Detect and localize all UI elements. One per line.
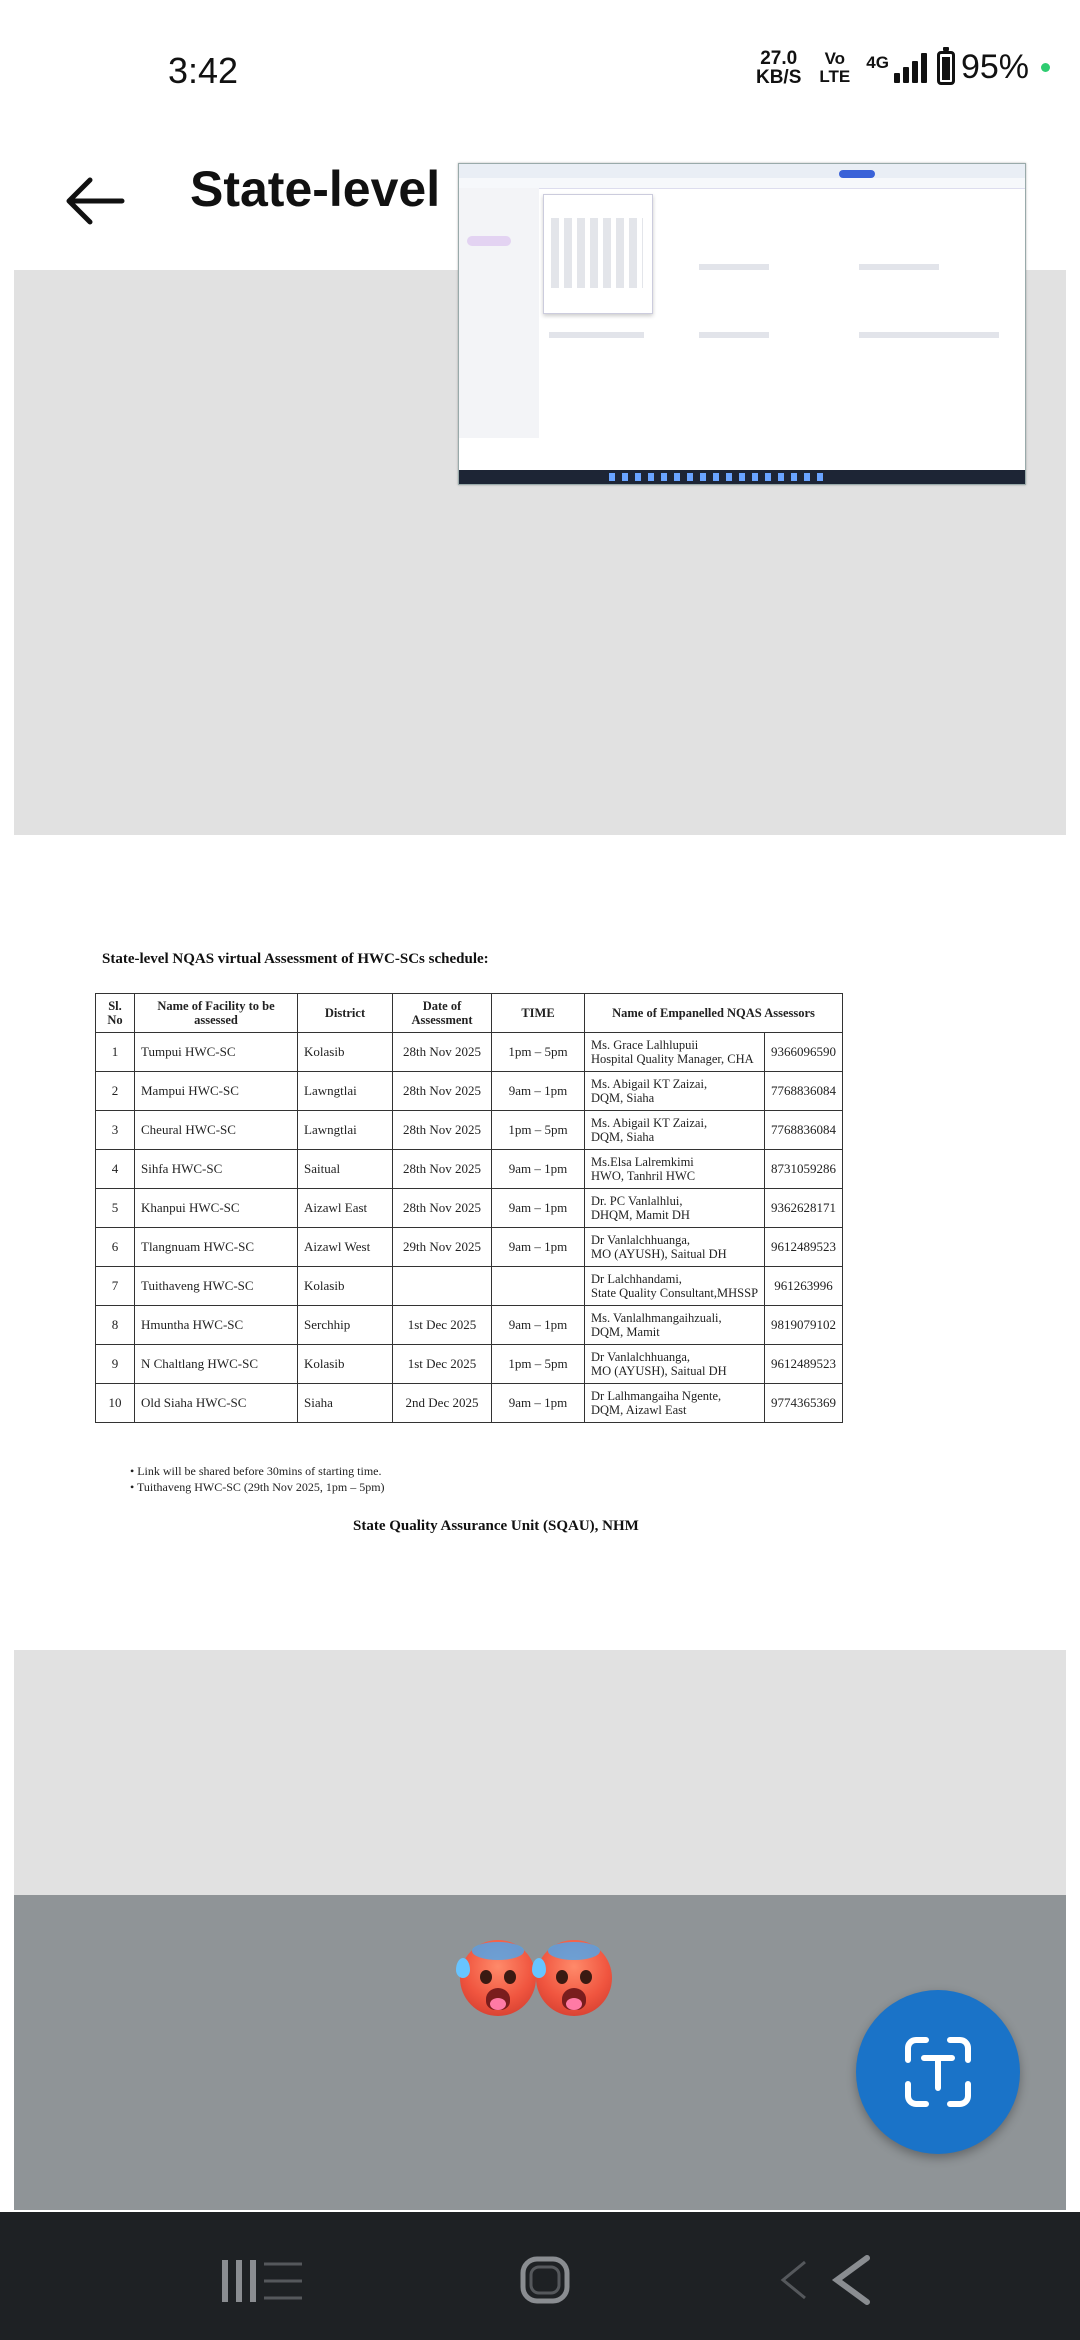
cell-assessor: Ms.Elsa Lalremkimi HWO, Tanhril HWC: [585, 1150, 765, 1189]
cell-district: Aizawl East: [298, 1189, 393, 1228]
hot-face-emoji: [536, 1940, 612, 2016]
table-row: [96, 1111, 843, 1150]
schedule-table: [95, 993, 843, 1423]
privacy-indicator-icon: [1041, 63, 1050, 72]
table-row: [96, 1384, 843, 1423]
column-header: Name of Facility to be assessed: [135, 994, 298, 1033]
embedded-screenshot[interactable]: [458, 163, 1026, 485]
cell-phone: 9612489523: [765, 1228, 843, 1267]
status-icons: [756, 48, 1050, 87]
cell-phone: 7768836084: [765, 1072, 843, 1111]
cell-phone: 8731059286: [765, 1150, 843, 1189]
table-row: [96, 1345, 843, 1384]
note-item: • Link will be shared before 30mins of starting time.: [130, 1464, 382, 1478]
table-row: [96, 1150, 843, 1189]
table-row: [96, 1189, 843, 1228]
cell-phone: 961263996: [765, 1267, 843, 1306]
cell-time: 9am – 1pm: [492, 1384, 585, 1423]
cell-assessor: Dr Lalchhandami, State Quality Consultant,MHSSP: [585, 1267, 765, 1306]
cell-date: 28th Nov 2025: [393, 1150, 492, 1189]
table-row: [96, 1267, 843, 1306]
page-title: State-level: [190, 161, 441, 217]
cell-sl-no: 4: [96, 1150, 135, 1189]
cell-date: [393, 1267, 492, 1306]
text-scan-button[interactable]: [856, 1990, 1020, 2154]
hot-face-emoji: [460, 1940, 536, 2016]
cell-district: Siaha: [298, 1384, 393, 1423]
nav-back-icon[interactable]: [775, 2252, 875, 2308]
cell-date: 28th Nov 2025: [393, 1111, 492, 1150]
column-header: TIME: [492, 994, 585, 1033]
table-row: [96, 1306, 843, 1345]
cell-assessor: Dr Lalhmangaiha Ngente, DQM, Aizawl East: [585, 1384, 765, 1423]
cell-district: Kolasib: [298, 1345, 393, 1384]
cell-district: Kolasib: [298, 1033, 393, 1072]
cell-district: Kolasib: [298, 1267, 393, 1306]
status-bar: [0, 0, 1080, 140]
column-header: Date of Assessment: [393, 994, 492, 1033]
system-nav-bar: [0, 2212, 1080, 2340]
cell-date: 28th Nov 2025: [393, 1072, 492, 1111]
document-footer: State Quality Assurance Unit (SQAU), NHM: [353, 1518, 639, 1534]
cell-time: 1pm – 5pm: [492, 1111, 585, 1150]
column-header: District: [298, 994, 393, 1033]
cell-facility: Tlangnuam HWC-SC: [135, 1228, 298, 1267]
cell-time: 9am – 1pm: [492, 1072, 585, 1111]
cell-phone: 9366096590: [765, 1033, 843, 1072]
volte-icon: Vo LTE: [819, 48, 851, 86]
cell-time: [492, 1267, 585, 1306]
cell-date: 1st Dec 2025: [393, 1306, 492, 1345]
cell-district: Lawngtlai: [298, 1072, 393, 1111]
cell-facility: Old Siaha HWC-SC: [135, 1384, 298, 1423]
cell-sl-no: 3: [96, 1111, 135, 1150]
cell-assessor: Ms. Abigail KT Zaizai, DQM, Siaha: [585, 1111, 765, 1150]
cell-phone: 9612489523: [765, 1345, 843, 1384]
cell-date: 29th Nov 2025: [393, 1228, 492, 1267]
battery-icon: [937, 51, 955, 85]
cell-assessor: Dr Vanlalchhuanga, MO (AYUSH), Saitual DH: [585, 1228, 765, 1267]
cell-sl-no: 8: [96, 1306, 135, 1345]
cell-date: 28th Nov 2025: [393, 1189, 492, 1228]
table-row: [96, 1072, 843, 1111]
cell-phone: 9774365369: [765, 1384, 843, 1423]
cell-sl-no: 2: [96, 1072, 135, 1111]
cell-date: 1st Dec 2025: [393, 1345, 492, 1384]
cell-district: Saitual: [298, 1150, 393, 1189]
cell-time: 9am – 1pm: [492, 1306, 585, 1345]
cell-district: Serchhip: [298, 1306, 393, 1345]
column-header: Sl. No: [96, 994, 135, 1033]
cell-sl-no: 5: [96, 1189, 135, 1228]
cell-time: 1pm – 5pm: [492, 1033, 585, 1072]
cell-district: Aizawl West: [298, 1228, 393, 1267]
page-image-lower: [14, 1650, 1066, 1895]
cell-district: Lawngtlai: [298, 1111, 393, 1150]
cell-facility: Cheural HWC-SC: [135, 1111, 298, 1150]
cell-time: 9am – 1pm: [492, 1228, 585, 1267]
cell-assessor: Ms. Abigail KT Zaizai, DQM, Siaha: [585, 1072, 765, 1111]
cell-assessor: Dr. PC Vanlalhlui, DHQM, Mamit DH: [585, 1189, 765, 1228]
table-header-row: [96, 994, 843, 1033]
cell-facility: Khanpui HWC-SC: [135, 1189, 298, 1228]
cell-date: 2nd Dec 2025: [393, 1384, 492, 1423]
cell-facility: Mampui HWC-SC: [135, 1072, 298, 1111]
cell-sl-no: 9: [96, 1345, 135, 1384]
cell-sl-no: 6: [96, 1228, 135, 1267]
recent-apps-icon[interactable]: [222, 2258, 304, 2304]
cell-phone: 9819079102: [765, 1306, 843, 1345]
cell-time: 9am – 1pm: [492, 1150, 585, 1189]
network-speed: 27.0 KB/S: [755, 47, 802, 88]
cell-phone: 7768836084: [765, 1111, 843, 1150]
column-header: Name of Empanelled NQAS Assessors: [585, 994, 843, 1033]
cell-facility: N Chaltlang HWC-SC: [135, 1345, 298, 1384]
cell-facility: Tumpui HWC-SC: [135, 1033, 298, 1072]
cell-sl-no: 7: [96, 1267, 135, 1306]
cell-facility: Tuithaveng HWC-SC: [135, 1267, 298, 1306]
battery-percent: 95%: [960, 48, 1029, 86]
table-row: [96, 1228, 843, 1267]
document-heading: State-level NQAS virtual Assessment of HWC-SCs schedule:: [102, 951, 489, 967]
cell-date: 28th Nov 2025: [393, 1033, 492, 1072]
signal-icon: 4G: [866, 53, 927, 83]
text-scan-icon: [856, 1990, 1020, 2154]
reaction-emojis: [460, 1940, 612, 2016]
cell-assessor: Ms. Vanlalhmangaihzuali, DQM, Mamit: [585, 1306, 765, 1345]
note-item: • Tuithaveng HWC-SC (29th Nov 2025, 1pm – 5pm): [130, 1480, 385, 1494]
cell-phone: 9362628171: [765, 1189, 843, 1228]
status-time: 3:42: [168, 50, 239, 91]
table-row: [96, 1033, 843, 1072]
cell-assessor: Dr Vanlalchhuanga, MO (AYUSH), Saitual DH: [585, 1345, 765, 1384]
cell-facility: Sihfa HWC-SC: [135, 1150, 298, 1189]
document-notes: [130, 1463, 385, 1495]
cell-assessor: Ms. Grace Lalhlupuii Hospital Quality Manager, CHA: [585, 1033, 765, 1072]
cell-time: 1pm – 5pm: [492, 1345, 585, 1384]
cell-sl-no: 1: [96, 1033, 135, 1072]
home-icon[interactable]: [520, 2256, 570, 2304]
back-arrow-icon[interactable]: [60, 166, 130, 236]
cell-facility: Hmuntha HWC-SC: [135, 1306, 298, 1345]
cell-sl-no: 10: [96, 1384, 135, 1423]
cell-time: 9am – 1pm: [492, 1189, 585, 1228]
